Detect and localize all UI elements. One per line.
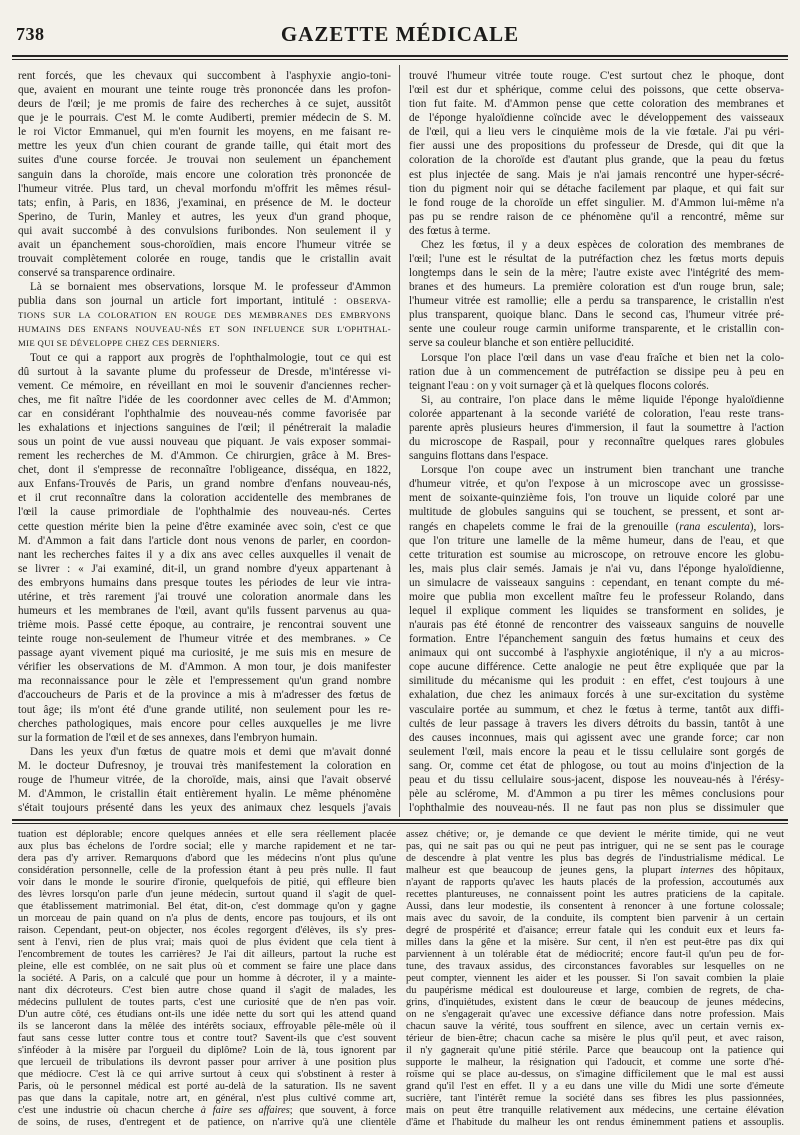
text-line: recettes plantureuses, ne connaissent point les autres praticiens de la capitale. <box>406 889 784 900</box>
text-line: coloration de la choroïde est d'autant plus grande, que la peau du fœtus <box>409 154 784 167</box>
text-line: roïsme qui se place au-dessus, on s'imagine difficilement que le mal est aussi <box>406 1069 784 1080</box>
paragraph <box>409 238 784 351</box>
text-line: un simulacre de vaisseaux sanguins : cependant, en tenant compte du mé- <box>409 576 784 589</box>
text-segment: ), lors- <box>749 520 784 533</box>
text-line: n'ayant de rapports qu'avec les hauts placés de la profession, accoutumés aux <box>406 877 784 888</box>
paragraph <box>18 745 391 815</box>
text-line: de descendre à plat ventre les plus bas degrés de l'industrialisme médical. Le <box>406 853 784 864</box>
text-line: pèle au sclérome, M. d'Ammon a pu tirer les mêmes conclusions pour <box>409 787 784 800</box>
text-line: sous un point de vue aussi nouveau que piquant. Je vais exposer sommai- <box>18 436 391 449</box>
text-line <box>18 308 391 322</box>
text-line: faut sans cesse lutter contre tous et contre tout? Savent-ils que c'est souvent <box>18 1033 396 1044</box>
text-line: ment de soixante-quinzième fois, l'on trouve un liquide coloré par une <box>409 492 784 505</box>
text-line <box>18 1105 396 1117</box>
text-line: de l'œil, qui a lieu vers le cinquième mois de la vie fœtale. J'ai pu véri- <box>409 126 784 139</box>
text-line: nant dix décroteurs. C'est bien autre chose quand il s'agit de malades, les <box>18 985 396 996</box>
text-line: grand qu'il l'est en effet. Il y a eu dans une ville du Midi une sorte d'émeute <box>406 1081 784 1092</box>
text-line <box>18 322 391 336</box>
text-line: dû surtout à la savante plume du professeur de Dresde, m'intéresse vi- <box>18 365 391 378</box>
small-caps-text: OBSERVA- <box>346 296 391 307</box>
paragraph <box>18 69 391 280</box>
text-line <box>18 336 391 350</box>
text-line: pas pu se rendre raison de ce phénomène qu'il a rencontré, même sur <box>409 210 784 223</box>
text-line: et il crut reconnaître dans la coloration accidentelle des membranes de <box>18 492 391 505</box>
paragraph <box>406 829 784 1129</box>
text-line: trouvé l'humeur vitrée toute rouge. C'est surtout chez le phoque, dont <box>409 70 784 82</box>
text-line: multitude de globules sanguins qui se touchent, se pressent, et sont ar- <box>409 506 784 519</box>
text-line: tion fut faite. M. d'Ammon pense que cette coloration des membranes et <box>409 98 784 111</box>
paragraph <box>18 280 391 350</box>
text-line: utérine, et très rarement j'ai trouvé une coloration anormale dans les <box>18 590 391 603</box>
text-line: est plus injectée de sang. Mais je n'ai jamais rencontré une hyper-sécré- <box>409 168 784 181</box>
text-line: voir dans le monde le sourire d'ironie, quelquefois de pitié, qui effleure bien <box>18 877 396 888</box>
text-line: colorée appartenant à la seconde variété de coloration, l'eau reste trans- <box>409 407 784 420</box>
text-line: sent à l'envi, rien de plus vrai; mais quoi de plus évident que cela tient à <box>18 937 396 948</box>
text-line: Si, au contraire, l'on place dans le même liquide l'éponge hyaloïdienne <box>421 393 784 406</box>
paragraph <box>18 829 396 1129</box>
text-line: les exhalations et injections sanguines de l'œil; il pénétrerait la maladie <box>18 421 391 434</box>
text-line: chacun sauve la vérité, tous souffrent en silence, avec un certain vernis ex- <box>406 1021 784 1032</box>
text-line: animaux qui ont succombé à l'asphyxie angioténique, il n'y a au micros- <box>409 647 784 660</box>
text-line: teignant l'eau : on y voit surnager çà et là quelques flocons colorés. <box>409 379 709 392</box>
text-line: passage ayant vivement piqué ma curiosité, je me suis mis en mesure de <box>18 647 391 660</box>
text-line: des fœtus à terme. <box>409 224 491 237</box>
text-line: Là se bornaient mes observations, lorsque M. le professeur d'Ammon <box>30 281 391 294</box>
text-line: térieur de bien-être; chacun cache sa misère le plus qu'il peut, et avec raison, <box>406 1033 784 1044</box>
text-line: s'était toujours présenté dans les yeux des animaux chez lesquels j'avais <box>18 802 391 815</box>
text-line: sucrière, tant l'intérêt remue la société dans ses fibres les plus passionnées, <box>406 1093 784 1104</box>
text-line: tion du pigment noir qui se détache facilement par plaque, et qui fait sur <box>409 182 784 195</box>
text-line: cherches pathologiques, mais encore pour celles auxquelles je me livre <box>18 717 391 730</box>
text-line: seulement l'œil, mais encore la peau et le tissu cellulaire sont gorgés de <box>409 745 784 758</box>
text-line: parente après plusieurs heures d'immersion, il faut la soumettre à l'action <box>409 421 784 434</box>
text-line: médecins pullulent de toutes parts, c'est une curiosité que de n'en pas voir. <box>18 997 396 1008</box>
text-line: se livrer : « J'ai examiné, dit-il, un grand nombre d'yeux appartenant à <box>18 562 391 575</box>
text-segment: rangés en chapelets comme le frai de la grenouille ( <box>409 520 680 533</box>
text-line: Dans les yeux d'un fœtus de quatre mois et demi que m'avait donné <box>30 745 391 758</box>
text-line <box>409 520 784 534</box>
italic-text: à faire ses affaires <box>200 1105 290 1116</box>
text-line: moire que publia mon excellent maître feu le professeur Rolando, dans <box>409 590 784 603</box>
text-segment: malheur est que beaucoup de jeunes gens, la plupart <box>406 865 681 876</box>
text-line: pleine, elle est comblée, on ne sait plus où et comment se faire une place dans <box>18 961 396 972</box>
italic-text: internes <box>680 865 714 876</box>
text-line: mais on peut être tranquille relativement aux médecins, une certaine élévation <box>406 1105 784 1116</box>
text-line: l'humeur vitrée est ramollie; elle a perdu sa transparence, le cristallin n'est <box>409 295 784 308</box>
text-line: rouge de l'humeur vitrée, de la choroïde, mais, ainsi que l'avait observé <box>18 773 391 786</box>
text-line: serve sa couleur blanche et son entière pellucidité. <box>409 337 634 350</box>
text-line: vasculaire portée au summum, et chez le fœtus à terme, tantôt aux diffi- <box>409 703 784 716</box>
text-line: que, avaient en mourant une teinte rouge très prononcée dans les profon- <box>18 84 391 97</box>
text-line: pas, qui ne sait pas ou qui ne peut pas intriguer, qui ne se sent pas le courage <box>406 841 784 852</box>
paragraph <box>409 351 784 393</box>
text-line: d'âme et l'habitude du malheur les ont rendus éminemment patiens et assouplis. <box>406 1117 784 1128</box>
text-line: cultés de leur passage à travers les divers détroits du bassin, tantôt à une <box>409 717 784 730</box>
text-line: que je le pourrais. C'est M. le comte Audiberti, premier médecin de S. M. <box>18 112 391 125</box>
paragraph <box>409 463 784 815</box>
text-line: que l'on triture une lamelle de la même humeur, dans de l'eau, et que <box>409 534 784 547</box>
text-line: parviennent à un tolérable état de médiocrité; encore faut-il qu'un peu de for- <box>406 949 784 960</box>
text-line: milles dans la gêne et la misère. Sur cent, il n'en est peut-être pas dix qui <box>406 937 784 948</box>
text-line: on ne s'engagerait qu'avec une excessive défiance dans notre profession. Mais <box>406 1009 784 1020</box>
text-line: pas que dans la capitale, notre art, en général, n'est plus cultivé comme art, <box>18 1093 396 1104</box>
text-line: l'encombrement de toutes les carrières? Je l'ai dit ailleurs, partout la ruche est <box>18 949 396 960</box>
article-left-column <box>18 69 391 815</box>
text-line: similitude du mécanisme qui les produit : en effet, c'est toujours à une <box>409 675 784 688</box>
paragraph <box>409 393 784 463</box>
text-line: sanguin dans la choroïde, mais encore une coloration très prononcée de <box>18 168 391 181</box>
text-line: peau et du tissu cellulaire sous-jacent, dispose les nouveau-nés à l'érésy- <box>409 773 784 786</box>
text-line: que médiocre. C'est là ce qui arrive surtout à ceux qui s'obstinent à rester à <box>18 1069 396 1080</box>
text-line: cette question mérite bien la peine d'être examinée avec soin, c'est ce que <box>18 520 391 533</box>
text-line: Tout ce qui a rapport aux progrès de l'ophthalmologie, tout ce qui est <box>30 351 391 364</box>
text-line: d'accoucheurs de Paris et de la province a mis à m'adresser des fœtus de <box>18 689 391 702</box>
text-line: du microscope de Raspail, pour y reconnaître quelques rares globules <box>409 436 784 449</box>
text-line: branes et des humeurs. La première coloration est d'un rouge brun, sale; <box>409 281 784 294</box>
text-line: fier aussi une des propositions du professeur de Dresde, qui dit que la <box>409 140 784 153</box>
text-line: D'un autre côté, ces étudians ont-ils une idée nette du sort qui les attend quand <box>18 1009 396 1020</box>
column-rule <box>399 65 400 817</box>
text-line: d'humeur vitrée, et qu'on l'expose à un microscope avec un grossisse- <box>409 478 784 491</box>
text-line: Lorsque l'on place l'œil dans un vase d'eau fraîche et bien net la colo- <box>421 351 784 364</box>
small-caps-text: TIONS SUR LA COLORATION EN ROUGE DES MEMBRANES DES EMBRYONS <box>18 310 391 321</box>
small-caps-text: HUMAINS DES ENFANS NOUVEAU-NÉS ET SON INFLUENCE SUR L'OPHTHAL- <box>18 324 391 335</box>
text-line: le fond rouge de la choroïde un effet singulier. M. d'Ammon lui-même n'a <box>409 196 784 209</box>
text-line: supporte le malheur, la résignation qui l'adoucit, et comme une sorte d'hé- <box>406 1057 784 1068</box>
text-line: de l'éponge hyaloïdienne coïncide avec le développement des vaisseaux <box>409 112 784 125</box>
text-line: cope aucune différence. Cette analogie ne peut être expliquée que par la <box>409 661 784 674</box>
text-line: peut compter, viennent les aider et les pousser. Si l'on savait combien la plaie <box>406 973 784 984</box>
text-line: ils se lanceront dans la mêlée des intérêts sociaux, effroyable pêle-mêle où il <box>18 1021 396 1032</box>
text-line: s'inféoder à la misère par l'orgueil du diplôme? Loin de là, tous ignorent par <box>18 1045 396 1056</box>
paragraph <box>18 351 391 745</box>
text-line: sur la formation de l'œil et de ses annexes, dans l'embryon humain. <box>18 731 318 744</box>
text-line: assez chétive; or, je demande ce que devient le mérite timide, qui ne veut <box>406 829 784 840</box>
text-line: deurs de l'œil; je me promis de faire des recherches à ce sujet, aussitôt <box>18 98 391 111</box>
text-segment: c'est une industrie où chacun cherche <box>18 1105 201 1116</box>
text-line: rement les recherches de M. d'Ammon. Ce chirurgien, grâce à M. Bres- <box>18 450 391 463</box>
text-line: le roi Victor Emmanuel, qui m'en fournit les moyens, en me faisant re- <box>18 126 391 139</box>
feuilleton-rule <box>12 819 788 821</box>
text-line: du paupérisme médical est douloureuse et large, combien de regrets, de cha- <box>406 985 784 996</box>
text-line: M. d'Ammon, le cristallin était entièrement hyalin. Le même phénomène <box>18 787 391 800</box>
text-line: des lèvres lorsqu'on parle d'un jeune médecin, surtout quand il s'agit de quel- <box>18 889 396 900</box>
text-line: longtemps dans le sein de la mère; l'autre existe avec l'intégrité des mem- <box>409 267 784 280</box>
text-line: la société. A Paris, on a calculé que pour un homme à décroter, il y a mainte- <box>18 973 396 984</box>
text-line: Sperino, de Turin, Manley et autres, les yeux d'un grand phoque, <box>18 210 391 223</box>
text-line: tats; enfin, à Paris, en 1836, j'examinai, en présence de M. le docteur <box>18 196 391 209</box>
text-line: que lercueil de tribulations ils devront passer pour arriver à une position plus <box>18 1057 396 1068</box>
text-line: l'ophthalmie des nouveau-nés. Il ne faut pas non plus se dissimuler que <box>409 802 784 815</box>
text-line: tuation est déplorable; encore quelques années et elle sera réellement placée <box>18 829 396 840</box>
text-line: formation. Entre l'épanchement sanguin des fœtus humains et ceux des <box>409 633 784 646</box>
text-line: aux plus bas échelons de l'ordre social; elle y marche rapidement et ne tar- <box>18 841 396 852</box>
page-number: 738 <box>16 24 45 44</box>
text-segment: publia dans son journal un article fort important, intitulé : <box>18 295 347 308</box>
text-line: avait un épanchement sous-choroïdien, mais encore l'humeur vitrée se <box>18 238 391 251</box>
feuilleton-right-column <box>406 829 784 1129</box>
text-segment: ; que souvent, à force <box>289 1105 396 1116</box>
text-line: l'œil est dur et sphérique, comme celui des poissons, que cette observa- <box>409 84 784 97</box>
text-line <box>406 865 784 877</box>
text-line: car en considérant l'ophthalmie des nouveau-nés comme favorisée par <box>18 407 391 420</box>
text-line: vement. Ce mémoire, en réveillant en moi le souvenir d'anciennes recher- <box>18 379 391 392</box>
text-line: l'œil; l'une est le résultat de la putréfaction chez les fœtus morts depuis <box>409 253 784 266</box>
text-line: cette trituration est soumise au microscope, on retrouve encore les globu- <box>409 548 784 561</box>
text-line: trième mois. Passé cette époque, au contraire, je rencontrai souvent une <box>18 619 391 632</box>
text-line: n'aurais pas été étonné de rencontrer des vaisseaux sanguins de nouvelle <box>409 619 784 632</box>
text-line: des causes inconnues, mais qui agissent avec une grande force; car non <box>409 731 784 744</box>
text-line: il n'y gagnerait qu'une pitié stérile. Parce que beaucoup ont la patience qui <box>406 1045 784 1056</box>
text-line: raison. Cependant, peut-on objecter, nos écoles regorgent d'élèves, ils s'y pres- <box>18 925 396 936</box>
text-line: M. d'Ammon a fait dans l'article dont nous venons de parler, en coordon- <box>18 534 391 547</box>
text-line: rent forcés, que les chevaux qui succombent à l'asphyxie angio-toni- <box>18 70 391 82</box>
paragraph <box>409 69 784 238</box>
text-line: humeurs et les membranes de l'œil, avant qu'ils fussent parvenus au qua- <box>18 604 391 617</box>
text-line: aux Enfans-Trouvés de Paris, un grand nombre d'enfans nouveau-nés, <box>18 478 391 491</box>
text-segment: des hôpitaux, <box>713 865 784 876</box>
text-line: Aussi, dans leur modestie, ils consentent à renoncer à une fortune colossale; <box>406 901 784 912</box>
article-right-column <box>409 69 784 815</box>
text-line: ma reconnaissance pour le zèle et l'empressement qu'un grand nombre <box>18 675 391 688</box>
text-line: tune, des travaux assidus, des circonstances favorables sur lesquelles on ne <box>406 961 784 972</box>
text-line: lequel il explique comment les liquides se transforment en solides, je <box>409 604 784 617</box>
text-line: sente une couleur rouge carmin uniforme transparente, et le cristallin con- <box>409 323 784 336</box>
text-line: les, mais plus clair semés. Jamais je n'ai vu, dans l'éponge hyaloïdienne, <box>409 562 784 575</box>
text-line: des embryons humains dans presque toutes les périodes de leur vie intra- <box>18 576 391 589</box>
text-line: sanguins flottans dans l'espace. <box>409 450 549 463</box>
text-line: ration due à un commencement de putréfaction se dissipe peu à peu en <box>409 365 784 378</box>
text-line: M. le docteur Dufresnoy, je trouvai très manifestement la coloration en <box>18 759 391 772</box>
text-line: plus transparent, quoique blanc. Dans le second cas, l'humeur vitrée pré- <box>409 309 784 322</box>
text-line: l'humeur vitrée. Plus tard, un cheval morfondu m'offrit les mêmes résul- <box>18 182 391 195</box>
text-line: vérifier les observations de M. d'Ammon. A mon tour, je dois manifester <box>18 661 391 674</box>
text-line: degré de prospérité et d'aisance; erreur fatale qui les conduit eux et leurs fa- <box>406 925 784 936</box>
text-line: l'œil la cause primordiale de l'ophthalmie des nouveau-nés. Certes <box>18 506 391 519</box>
text-line: mais avec du savoir, de la conduite, ils comptent bien parvenir à un certain <box>406 913 784 924</box>
small-caps-text: MIE QUI SE DÉVELOPPE CHEZ CES DERNIERS. <box>18 338 220 349</box>
text-line: grins, d'inquiétudes, existent dans le cœur de beaucoup de jeunes médecins, <box>406 997 784 1008</box>
text-line: sang. Or, comme cet état de phlogose, ou tout au moins d'injection de la <box>409 759 784 772</box>
text-line: considération personnelle, celle de la profession étant à peu près nulle. Il faut <box>18 865 396 876</box>
text-line: Lorsque l'on coupe avec un instrument bien tranchant une tranche <box>421 464 784 477</box>
text-line: qui avait succombé à des convulsions furibondes. Non seulement il y <box>18 224 391 237</box>
feuilleton-left-column <box>18 829 396 1129</box>
italic-text: rana esculenta <box>679 520 750 533</box>
text-line: un morceau de pain quand on n'a plus de dents, encore pas toujours, et ils ont <box>18 913 396 924</box>
text-line: dera pas d'y arriver. Remarquons d'abord que les médecins n'ont plus qu'une <box>18 853 396 864</box>
text-line: ches, me fit naître l'idée de les coordonner avec celles de M. d'Ammon; <box>18 393 391 406</box>
text-line: Paris, où le personnel médical est porté au-delà de la saturation. Ils ne savent <box>18 1081 396 1092</box>
text-line: suites d'une course forcée. Je trouvai non seulement un épanchement <box>18 154 391 167</box>
header-rule <box>12 55 788 57</box>
text-line: nant les recherches faites il y a dix ans avec celles auxquelles il venait de <box>18 548 391 561</box>
text-line: teinte rouge non-seulement de l'humeur vitrée et des membranes. » Ce <box>18 633 391 646</box>
feuilleton-rule-thin <box>12 823 788 824</box>
text-line: Chez les fœtus, il y a deux espèces de coloration des membranes de <box>421 238 784 251</box>
text-line: tout âge; ils m'ont été d'une grande utilité, non seulement pour les re- <box>18 703 391 716</box>
text-line <box>18 294 391 308</box>
header-rule-thin <box>12 59 788 60</box>
text-line: trouvait complètement colorée en rouge, tandis que le cristallin avait <box>18 253 391 266</box>
text-line: conservé sa transparence ordinaire. <box>18 267 176 280</box>
text-line: de soins, de ruses, d'entregent et de patience, on n'arrive qu'à une clientèle <box>18 1117 396 1128</box>
masthead-title: GAZETTE MÉDICALE <box>280 22 520 46</box>
text-line: exhalation, due chez les animaux forcés à une sur-excitation du système <box>409 689 784 702</box>
text-line: que établissement matrimonial. Bel état, dit-on, c'est dommage qu'on y gagne <box>18 901 396 912</box>
text-line: chet, dont il s'empresse de reconnaître l'obligeance, disséqua, en 1822, <box>18 464 391 477</box>
text-line: mettre les yeux d'un chien courant de grande taille, qui était mort des <box>18 140 391 153</box>
